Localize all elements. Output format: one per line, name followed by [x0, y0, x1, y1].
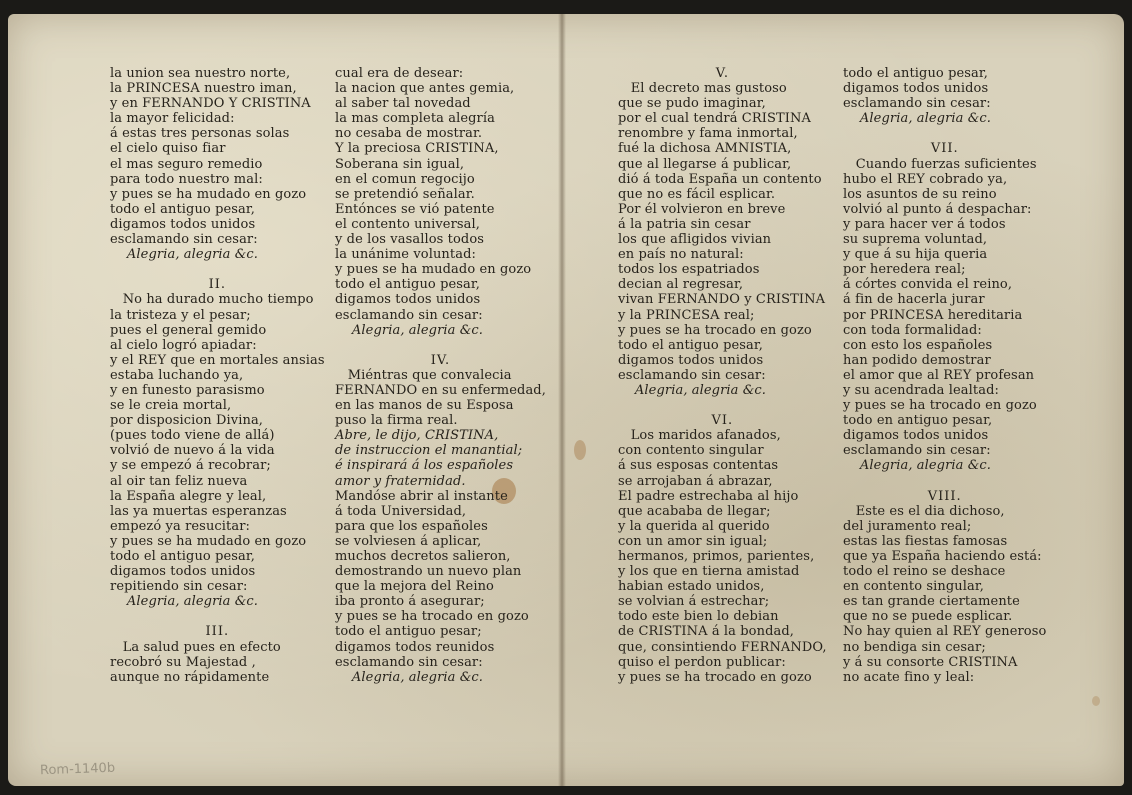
verse-line: y pues se ha trocado en gozo	[335, 609, 529, 625]
verse-line: á estas tres personas solas	[110, 126, 290, 142]
stanza-number: III.	[205, 624, 230, 640]
verse-line: puso la firma real.	[335, 413, 458, 429]
verse-line: y pues se ha trocado en gozo	[843, 398, 1037, 414]
verse-line: digamos todos unidos	[843, 81, 989, 97]
stanza-gap	[110, 262, 325, 277]
verse-line: quiso el perdon publicar:	[618, 654, 786, 670]
verse-line: y el REY que en mortales ansias	[110, 352, 325, 368]
verse-line: Miéntras que convalecia	[335, 367, 512, 383]
verse-line: hermanos, primos, parientes,	[618, 549, 815, 564]
verse-line: fué la dichosa AMNISTIA,	[618, 141, 792, 157]
verse-line: Cuando fuerzas suficientes	[843, 156, 1037, 172]
verse-line: todo el antiguo pesar,	[335, 277, 481, 293]
verse-line: esclamando sin cesar:	[110, 232, 258, 248]
verse-line: esclamando sin cesar:	[843, 443, 991, 459]
verse-line: cual era de desear:	[335, 66, 464, 81]
stanza-gap	[843, 474, 1046, 489]
verse-line: digamos todos unidos	[335, 292, 481, 308]
stanza-number: IV.	[430, 352, 451, 368]
verse-line: las ya muertas esperanzas	[110, 503, 287, 519]
verse-line: volvió de nuevo á la vida	[110, 443, 275, 459]
verse-line: por disposicion Divina,	[110, 413, 264, 429]
verse-line: todo el antiguo pesar,	[843, 66, 989, 81]
verse-line: con un amor sin igual;	[618, 533, 768, 549]
verse-line: con toda formalidad:	[843, 322, 982, 338]
italic-line: Alegria, alegria &c.	[335, 322, 484, 338]
stanza-gap	[110, 609, 325, 624]
verse-line: Mandóse abrir al instante	[335, 488, 508, 504]
verse-line: habian estado unidos,	[618, 579, 765, 595]
italic-line: Alegria, alegria &c.	[335, 669, 484, 685]
verse-line: y pues se ha trocado en gozo	[618, 669, 812, 685]
verse-line: por heredera real;	[843, 262, 966, 278]
ink-stain	[574, 440, 586, 460]
verse-line: que al llegarse á publicar,	[618, 156, 792, 172]
verse-line: todo este bien lo debian	[618, 609, 779, 625]
verse-line: los asuntos de su reino	[843, 186, 997, 202]
catalog-stamp: Rom-1140b	[39, 760, 116, 779]
verse-line: Los maridos afanados,	[618, 428, 781, 444]
verse-line: la unánime voluntad:	[335, 247, 476, 263]
verse-line: todo en antiguo pesar,	[843, 413, 993, 429]
italic-line: Alegria, alegria &c.	[843, 458, 992, 474]
verse-line: en contento singular,	[843, 579, 984, 595]
verse-line: La salud pues en efecto	[110, 639, 281, 655]
verse-line: hubo el REY cobrado ya,	[843, 171, 1008, 187]
verse-line: No ha durado mucho tiempo	[110, 292, 314, 308]
verse-line: la tristeza y el pesar;	[110, 307, 251, 323]
verse-line: por PRINCESA hereditaria	[843, 307, 1023, 323]
verse-line: el cielo quiso fiar	[110, 141, 226, 157]
verse-line: la España alegre y leal,	[110, 488, 267, 504]
verse-line: digamos todos unidos	[618, 352, 764, 368]
verse-line: en país no natural:	[618, 247, 744, 263]
verse-line: la mas completa alegría	[335, 111, 495, 127]
verse-line: que no se puede esplicar.	[843, 609, 1013, 625]
verse-line: á la patria sin cesar	[618, 216, 751, 232]
verse-line: y de los vasallos todos	[335, 232, 485, 248]
italic-line: Alegria, alegria &c.	[110, 594, 259, 610]
verse-line: y se empezó á recobrar;	[110, 458, 271, 474]
verse-line: que no es fácil esplicar.	[618, 186, 776, 202]
verse-line: y á su consorte CRISTINA	[843, 654, 1018, 670]
verse-line: la mayor felicidad:	[110, 111, 235, 127]
verse-line: al oir tan feliz nueva	[110, 473, 248, 489]
verse-line: digamos todos unidos	[110, 564, 256, 580]
verse-line: que la mejora del Reino	[335, 579, 494, 595]
verse-line: no acate fino y leal:	[843, 669, 975, 685]
verse-line: no bendiga sin cesar;	[843, 639, 986, 655]
verse-line: se volvian á estrechar;	[618, 594, 770, 610]
italic-line: amor y fraternidad.	[335, 473, 466, 489]
verse-line: repitiendo sin cesar:	[110, 579, 248, 595]
column-3	[618, 66, 827, 685]
italic-line: Abre, le dijo, CRISTINA,	[335, 428, 499, 444]
verse-line: que se pudo imaginar,	[618, 96, 766, 112]
verse-line: con contento singular	[618, 443, 764, 459]
verse-line: es tan grande ciertamente	[843, 594, 1020, 610]
verse-line: esclamando sin cesar:	[618, 367, 766, 383]
italic-line: Alegria, alegria &c.	[618, 382, 767, 398]
verse-line: y pues se ha mudado en gozo	[335, 262, 532, 278]
column-4	[843, 66, 1046, 685]
verse-line: y la PRINCESA real;	[618, 307, 755, 323]
verse-line: (pues todo viene de allá)	[110, 428, 275, 444]
verse-line: todo el reino se deshace	[843, 564, 1006, 580]
verse-line: y los que en tierna amistad	[618, 564, 800, 580]
verse-line: han podido demostrar	[843, 352, 991, 368]
verse-line: la union sea nuestro norte,	[110, 66, 291, 81]
center-fold	[558, 14, 566, 786]
italic-line: Alegria, alegria &c.	[110, 247, 259, 263]
verse-line: al saber tal novedad	[335, 96, 471, 112]
verse-line: de CRISTINA á la bondad,	[618, 624, 794, 640]
verse-line: Soberana sin igual,	[335, 156, 465, 172]
verse-line: demostrando un nuevo plan	[335, 564, 522, 580]
ink-stain	[1092, 696, 1100, 706]
verse-line: y la querida al querido	[618, 518, 770, 534]
verse-line: estaba luchando ya,	[110, 367, 244, 383]
verse-line: todos los espatriados	[618, 262, 760, 278]
column-2	[335, 66, 546, 685]
verse-line: por el cual tendrá CRISTINA	[618, 111, 811, 127]
column-1	[110, 66, 325, 685]
verse-line: iba pronto á asegurar;	[335, 594, 485, 610]
verse-line: muchos decretos salieron,	[335, 549, 511, 564]
verse-line: se le creia mortal,	[110, 398, 232, 414]
verse-line: dió á toda España un contento	[618, 171, 822, 187]
verse-line: pues el general gemido	[110, 322, 267, 338]
italic-line: de instruccion el manantial;	[335, 443, 523, 459]
stanza-number: II.	[208, 277, 227, 293]
verse-line: para todo nuestro mal:	[110, 171, 263, 187]
verse-line: del juramento real;	[843, 518, 972, 534]
verse-line: todo el antiguo pesar,	[618, 337, 764, 353]
verse-line: y que á su hija queria	[843, 247, 988, 263]
verse-line: que ya España haciendo está:	[843, 549, 1042, 564]
stanza-number: VII.	[930, 141, 959, 157]
stanza-gap	[335, 338, 546, 353]
verse-line: digamos todos unidos	[110, 216, 256, 232]
verse-line: El padre estrechaba al hijo	[618, 488, 799, 504]
verse-line: el contento universal,	[335, 216, 481, 232]
verse-line: en las manos de su Esposa	[335, 398, 514, 414]
verse-line: todo el antiguo pesar,	[110, 201, 256, 217]
verse-line: volvió al punto á despachar:	[843, 201, 1032, 217]
verse-line: El decreto mas gustoso	[618, 81, 787, 97]
verse-line: y pues se ha mudado en gozo	[110, 533, 307, 549]
verse-line: su suprema voluntad,	[843, 232, 988, 248]
verse-line: estas las fiestas famosas	[843, 533, 1008, 549]
verse-line: á córtes convida el reino,	[843, 277, 1013, 293]
verse-line: y su acendrada lealtad:	[843, 382, 999, 398]
verse-line: y en FERNANDO Y CRISTINA	[110, 96, 311, 112]
verse-line: y pues se ha mudado en gozo	[110, 186, 307, 202]
verse-line: que, consintiendo FERNANDO,	[618, 639, 827, 655]
verse-line: y para hacer ver á todos	[843, 216, 1006, 232]
verse-line: Este es el dia dichoso,	[843, 503, 1005, 519]
verse-line: digamos todos unidos	[843, 428, 989, 444]
verse-line: el amor que al REY profesan	[843, 367, 1035, 383]
stanza-number: VI.	[711, 413, 734, 429]
verse-line: que acababa de llegar;	[618, 503, 771, 519]
verse-line: digamos todos reunidos	[335, 639, 495, 655]
verse-line: á sus esposas contentas	[618, 458, 779, 474]
verse-line: con esto los españoles	[843, 337, 993, 353]
verse-line: se arrojaban á abrazar,	[618, 473, 773, 489]
stanza-number: V.	[715, 66, 729, 81]
verse-line: los que afligidos vivian	[618, 232, 772, 248]
verse-line: y pues se ha trocado en gozo	[618, 322, 812, 338]
verse-line: vivan FERNANDO y CRISTINA	[618, 292, 826, 308]
verse-line: á toda Universidad,	[335, 503, 467, 519]
verse-line: todo el antiguo pesar,	[110, 549, 256, 564]
verse-line: esclamando sin cesar:	[843, 96, 991, 112]
verse-line: esclamando sin cesar:	[335, 654, 483, 670]
verse-line: se pretendió señalar.	[335, 186, 475, 202]
verse-line: FERNANDO en su enfermedad,	[335, 382, 546, 398]
verse-line: al cielo logró apiadar:	[110, 337, 257, 353]
verse-line: se volviesen á aplicar,	[335, 533, 482, 549]
verse-line: no cesaba de mostrar.	[335, 126, 483, 142]
verse-line: Por él volvieron en breve	[618, 201, 786, 217]
verse-line: Entónces se vió patente	[335, 201, 495, 217]
verse-line: esclamando sin cesar:	[335, 307, 483, 323]
verse-line: el mas seguro remedio	[110, 156, 263, 172]
verse-line: todo el antiguo pesar;	[335, 624, 482, 640]
verse-line: para que los españoles	[335, 518, 488, 534]
italic-line: é inspirará á los españoles	[335, 458, 514, 474]
verse-line: la nacion que antes gemia,	[335, 81, 515, 97]
verse-line: decian al regresar,	[618, 277, 744, 293]
stanza-gap	[843, 126, 1046, 141]
italic-line: Alegria, alegria &c.	[843, 111, 992, 127]
stanza-number: VIII.	[927, 488, 962, 504]
verse-line: No hay quien al REY generoso	[843, 624, 1047, 640]
verse-line: la PRINCESA nuestro iman,	[110, 81, 297, 97]
verse-line: aunque no rápidamente	[110, 669, 270, 685]
verse-line: renombre y fama inmortal,	[618, 126, 798, 142]
stanza-gap	[618, 398, 827, 413]
verse-line: recobró su Majestad ,	[110, 654, 256, 670]
verse-line: empezó ya resucitar:	[110, 518, 251, 534]
verse-line: y en funesto parasismo	[110, 382, 265, 398]
verse-line: á fin de hacerla jurar	[843, 292, 985, 308]
verse-line: en el comun regocijo	[335, 171, 475, 187]
verse-line: Y la preciosa CRISTINA,	[335, 141, 499, 157]
